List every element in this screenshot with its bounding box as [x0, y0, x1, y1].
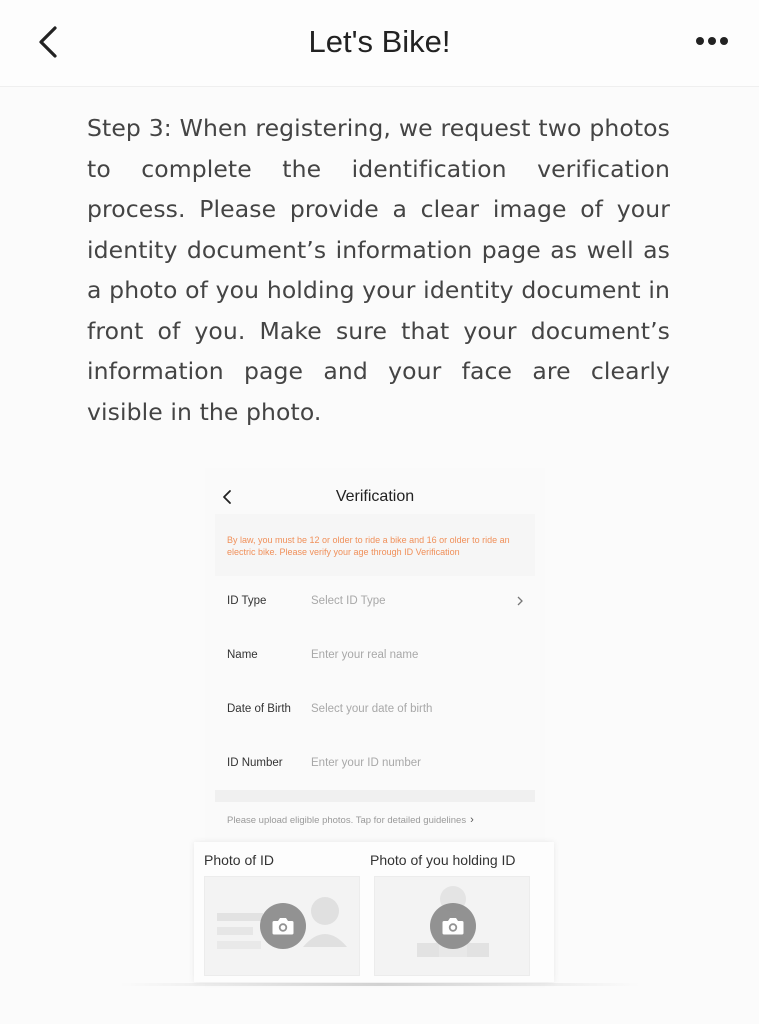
chevron-right-icon — [515, 594, 525, 608]
id-number-input: Enter your ID number — [311, 757, 421, 769]
name-row — [215, 636, 535, 676]
step-3-instructions: Step 3: When registering, we request two photos to complete the identification verification process. Please provide a clear image of your identity document’s information page as well as a photo of you holding your identity document in front of you. Make sure that your document’s information page and your face are clearly visible in the photo. — [87, 114, 670, 426]
age-notice: By law, you must be 12 or older to ride a bike and 16 or older to ride an electric bike. Please verify your age through ID Verification — [215, 514, 535, 576]
page-title: Let's Bike! — [308, 24, 451, 59]
date-of-birth-label: Date of Birth — [227, 703, 291, 715]
id-type-select: Select ID Type — [311, 595, 386, 607]
photo-of-id-upload — [204, 876, 360, 976]
upload-guidelines-link — [215, 806, 535, 834]
id-type-label: ID Type — [227, 595, 267, 607]
chevron-right-icon: › — [470, 814, 474, 826]
verification-screenshot — [205, 468, 545, 988]
photo-of-id-label: Photo of ID — [204, 852, 275, 868]
photo-holding-id-label: Photo of you holding ID — [370, 852, 516, 868]
more-button[interactable] — [691, 26, 733, 56]
verification-header — [205, 482, 545, 512]
date-of-birth-row — [215, 690, 535, 730]
verification-title: Verification — [335, 488, 415, 505]
section-divider — [215, 790, 535, 802]
divider-line — [120, 983, 640, 986]
camera-icon — [271, 916, 295, 936]
app-header — [0, 0, 759, 87]
id-number-row — [215, 744, 535, 784]
id-number-label: ID Number — [227, 757, 283, 769]
more-horizontal-icon — [695, 36, 729, 46]
name-label: Name — [227, 649, 258, 661]
date-of-birth-select: Select your date of birth — [311, 703, 433, 715]
camera-icon — [441, 916, 465, 936]
photo-upload-card — [194, 842, 554, 982]
photo-holding-id-upload — [374, 876, 530, 976]
upload-guidelines-text: Please upload eligible photos. Tap for detailed guidelines — [227, 815, 467, 826]
camera-button — [430, 903, 476, 949]
name-input: Enter your real name — [311, 649, 419, 661]
camera-button — [260, 903, 306, 949]
id-type-row — [215, 582, 535, 622]
